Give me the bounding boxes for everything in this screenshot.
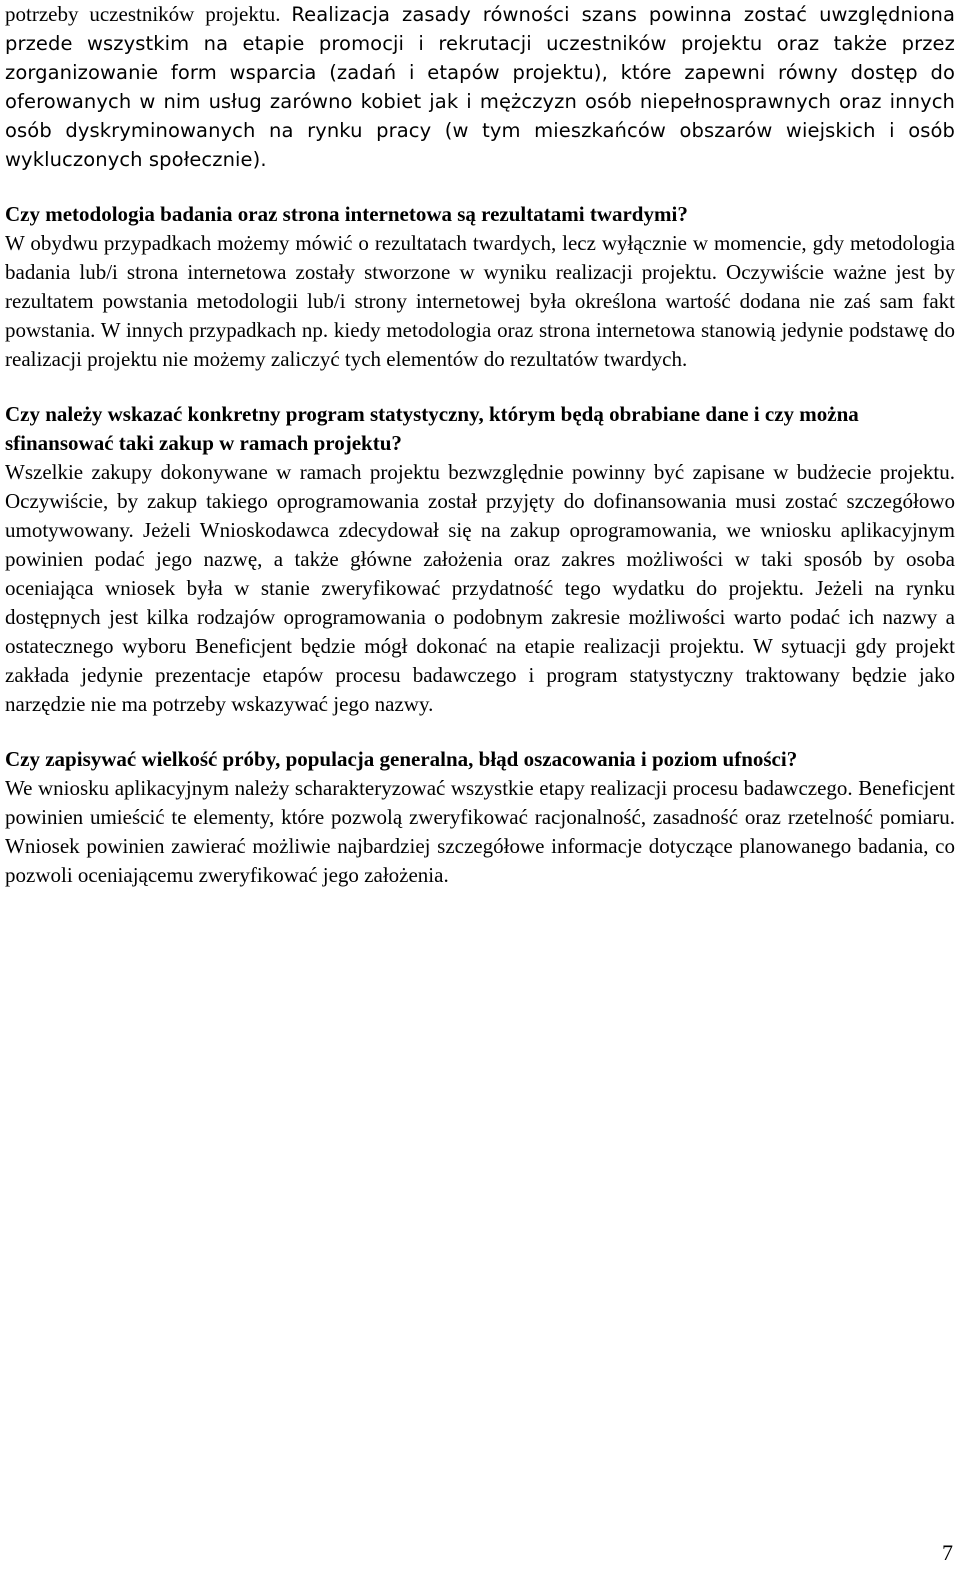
faq-section-1 [5,200,955,374]
intro-lead-text: potrzeby uczestników projektu. [5,2,292,26]
faq-answer-3: We wniosku aplikacyjnym należy scharakteryzować wszystkie etapy realizacji procesu badawczego. Beneficjent powinien umieścić te elementy, które pozwolą zweryfikować racjonalność, zasadność oraz rzetelność pomiaru. Wniosek powinien zawierać możliwie najbardziej szczegółowe informacje dotyczące planowanego badania, co pozwoli oceniającemu zweryfikować jego założenia. [5,776,955,887]
faq-question-2: Czy należy wskazać konkretny program statystyczny, którym będą obrabiane dane i czy można sfinansować taki zakup w ramach projektu? [5,402,859,455]
faq-answer-1: W obydwu przypadkach możemy mówić o rezultatach twardych, lecz wyłącznie w momencie, gdy metodologia badania lub/i strona internetowa zostały stworzone w wyniku realizacji projektu. Oczywiście ważne jest by rezultatem powstania metodologii lub/i strony internetowej była określona wartość dodana nie zaś sam fakt powstania. W innych przypadkach np. kiedy metodologia oraz strona internetowa stanowią jedynie podstawę do realizacji projektu nie możemy zaliczyć tych elementów do rezultatów twardych. [5,231,955,371]
document-page [5,0,955,916]
faq-answer-2: Wszelkie zakupy dokonywane w ramach projektu bezwzględnie powinny być zapisane w budżecie projektu. Oczywiście, by zakup takiego oprogramowania został przyjęty do dofinansowania musi zostać szczegółowo umotywowany. Jeżeli Wnioskodawca zdecydował się na zakup oprogramowania, we wniosku aplikacyjnym powinien podać jego nazwę, a także główne założenia oraz zakres możliwości w taki sposób by osoba oceniająca wniosek była w stanie zweryfikować przydatność tego wydatku do projektu. Jeżeli na rynku dostępnych jest kilka rodzajów oprogramowania o podobnym zakresie możliwości warto podać ich nazwy a ostatecznego wyboru Beneficjent będzie mógł dokonać na etapie realizacji projektu. W sytuacji gdy projekt zakłada jedynie prezentacje etapów procesu badawczego i program statystyczny traktowany będzie jako narzędzie nie ma potrzeby wskazywać jego nazwy. [5,460,955,716]
faq-question-3: Czy zapisywać wielkość próby, populacja generalna, błąd oszacowania i poziom ufności? [5,747,798,771]
intro-paragraph [5,0,955,174]
faq-question-1: Czy metodologia badania oraz strona internetowa są rezultatami twardymi? [5,202,688,226]
intro-body-text: Realizacja zasady równości szans powinna zostać uwzględniona przede wszystkim na etapie promocji i rekrutacji uczestników projektu oraz także przez zorganizowanie form wsparcia (zadań i etapów projektu), które zapewni równy dostęp do oferowanych w nim usług zarówno kobiet jak i mężczyzn osób niepełnosprawnych oraz innych osób dyskryminowanych na rynku pracy (w tym mieszkańców obszarów wiejskich i osób wykluczonych społecznie). [5,3,955,171]
faq-section-2 [5,400,955,719]
page-number: 7 [942,1540,953,1565]
faq-section-3 [5,745,955,890]
